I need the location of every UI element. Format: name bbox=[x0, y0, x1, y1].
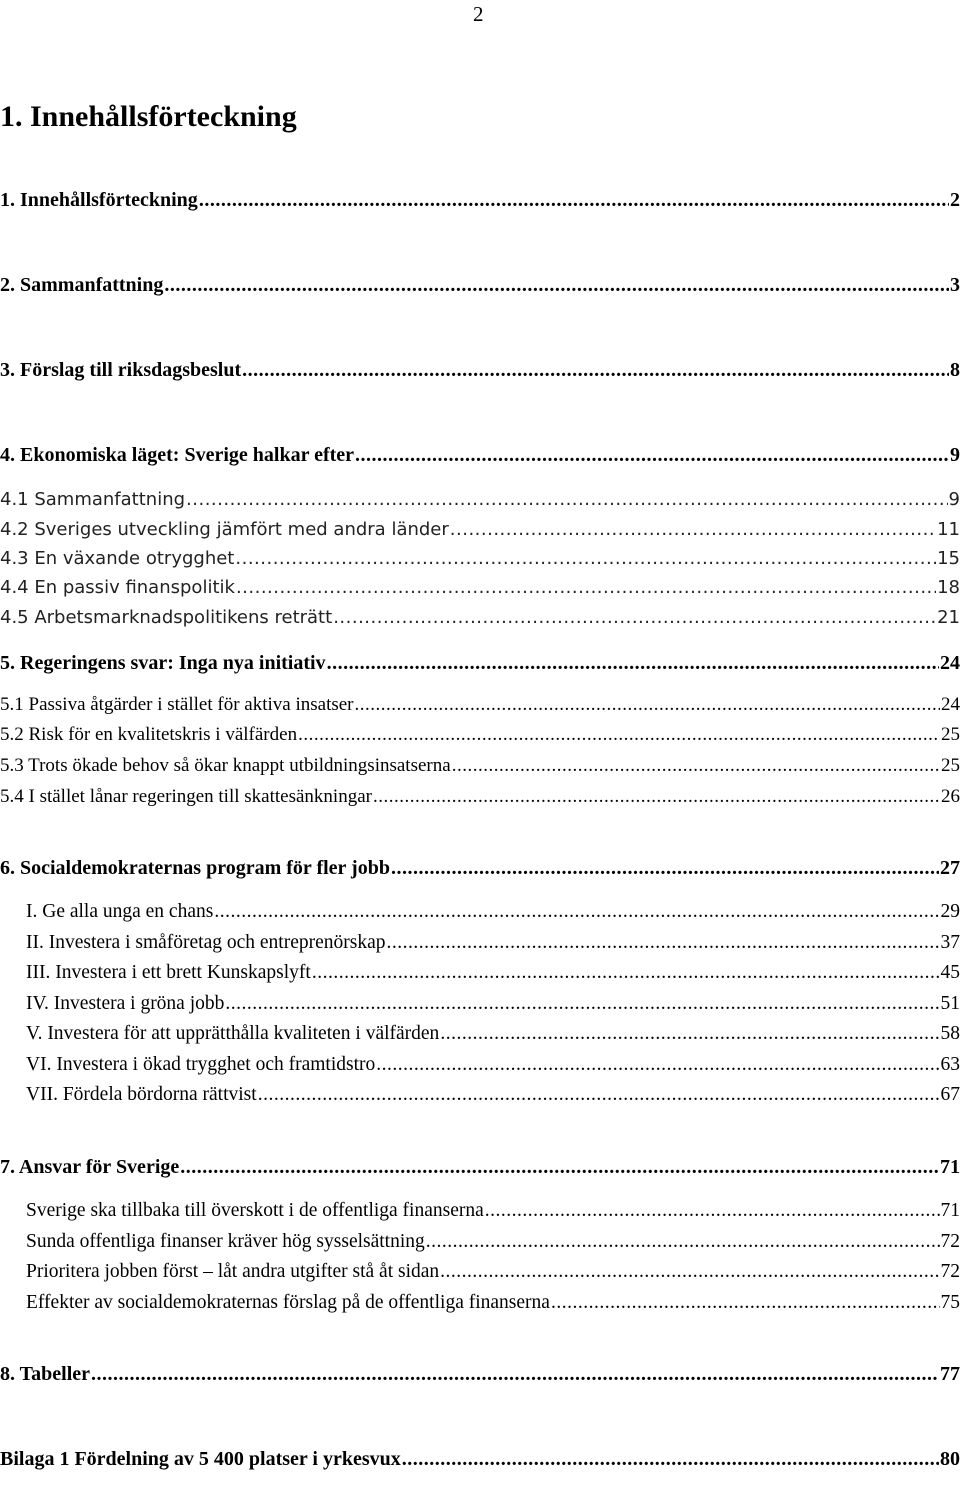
toc-entry-7[interactable]: 7. Ansvar för Sverige ..... 71 bbox=[0, 1155, 960, 1179]
toc-entry-7-4[interactable]: Effekter av socialdemokraternas förslag på de offentliga finanserna ..... 75 bbox=[26, 1291, 960, 1315]
page-number: 2 bbox=[473, 2, 484, 26]
dot-leader bbox=[333, 606, 936, 630]
toc-entry-4-4[interactable]: 4.4 En passiv finanspolitik ..... 18 bbox=[0, 576, 960, 600]
toc-entry-6-vii[interactable]: VII. Fördela bördorna rättvist ..... 67 bbox=[26, 1083, 960, 1107]
dot-leader bbox=[236, 576, 936, 600]
toc-entry-6-i[interactable]: I. Ge alla unga en chans ..... 29 bbox=[26, 900, 960, 924]
dot-leader bbox=[450, 518, 936, 542]
toc-entry-6-iv[interactable]: IV. Investera i gröna jobb ..... 51 bbox=[26, 992, 960, 1016]
dot-leader bbox=[485, 1199, 940, 1223]
toc-entry-7-2[interactable]: Sunda offentliga finanser kräver hög sysselsättning ..... 72 bbox=[26, 1230, 960, 1254]
dot-leader bbox=[180, 1155, 939, 1179]
dot-leader bbox=[391, 856, 939, 880]
toc-entry-6[interactable]: 6. Socialdemokraternas program för fler jobb ..... 27 bbox=[0, 856, 960, 880]
dot-leader bbox=[164, 273, 949, 297]
toc-entry-4-5[interactable]: 4.5 Arbetsmarknadspolitikens reträtt ..... 21 bbox=[0, 606, 960, 630]
dot-leader bbox=[242, 358, 949, 382]
dot-leader bbox=[235, 547, 936, 571]
toc-entry-4-1[interactable]: 4.1 Sammanfattning ..... 9 bbox=[0, 488, 960, 512]
dot-leader bbox=[298, 723, 940, 747]
toc-entry-6-iii[interactable]: III. Investera i ett brett Kunskapslyft ..... 45 bbox=[26, 961, 960, 985]
dot-leader bbox=[551, 1291, 940, 1315]
toc-entry-7-3[interactable]: Prioritera jobben först – låt andra utgifter stå åt sidan ..... 72 bbox=[26, 1260, 960, 1284]
dot-leader bbox=[225, 992, 939, 1016]
toc-entry-2[interactable]: 2. Sammanfattning ..... 3 bbox=[0, 273, 960, 297]
dot-leader bbox=[402, 1447, 939, 1471]
dot-leader bbox=[327, 651, 939, 675]
dot-leader bbox=[440, 1260, 939, 1284]
dot-leader bbox=[214, 900, 939, 924]
toc-entry-6-v[interactable]: V. Investera för att upprätthålla kvaliteten i välfärden ..... 58 bbox=[26, 1022, 960, 1046]
toc-entry-3[interactable]: 3. Förslag till riksdagsbeslut ..... 8 bbox=[0, 358, 960, 382]
dot-leader bbox=[312, 961, 940, 985]
page-title: 1. Innehållsförteckning bbox=[0, 100, 297, 133]
toc-entry-5-3[interactable]: 5.3 Trots ökade behov så ökar knappt utbildningsinsatserna ..... 25 bbox=[0, 754, 960, 778]
dot-leader bbox=[258, 1083, 940, 1107]
dot-leader bbox=[199, 188, 949, 212]
toc-entry-4[interactable]: 4. Ekonomiska läget: Sverige halkar efter ..... 9 bbox=[0, 443, 960, 467]
toc-entry-5-1[interactable]: 5.1 Passiva åtgärder i stället för aktiva insatser ..... 24 bbox=[0, 693, 960, 717]
toc-entry-bilaga-1[interactable]: Bilaga 1 Fördelning av 5 400 platser i yrkesvux ..... 80 bbox=[0, 1447, 960, 1471]
toc-entry-4-3[interactable]: 4.3 En växande otrygghet ..... 15 bbox=[0, 547, 960, 571]
toc-entry-5[interactable]: 5. Regeringens svar: Inga nya initiativ ..... 24 bbox=[0, 651, 960, 675]
dot-leader bbox=[91, 1362, 939, 1386]
dot-leader bbox=[426, 1230, 940, 1254]
toc-entry-6-vi[interactable]: VI. Investera i ökad trygghet och framtidstro ..... 63 bbox=[26, 1053, 960, 1077]
toc-entry-8[interactable]: 8. Tabeller ..... 77 bbox=[0, 1362, 960, 1386]
toc-entry-5-4[interactable]: 5.4 I stället lånar regeringen till skattesänkningar ..... 26 bbox=[0, 785, 960, 809]
dot-leader bbox=[186, 488, 948, 512]
dot-leader bbox=[355, 693, 940, 717]
dot-leader bbox=[452, 754, 940, 778]
dot-leader bbox=[373, 785, 940, 809]
dot-leader bbox=[355, 443, 949, 467]
toc-entry-7-1[interactable]: Sverige ska tillbaka till överskott i de offentliga finanserna ..... 71 bbox=[26, 1199, 960, 1223]
dot-leader bbox=[387, 931, 940, 955]
toc-entry-1[interactable]: 1. Innehållsförteckning ..... 2 bbox=[0, 188, 960, 212]
toc-entry-6-ii[interactable]: II. Investera i småföretag och entreprenörskap ..... 37 bbox=[26, 931, 960, 955]
toc-entry-5-2[interactable]: 5.2 Risk för en kvalitetskris i välfärden ..... 25 bbox=[0, 723, 960, 747]
dot-leader bbox=[376, 1053, 939, 1077]
dot-leader bbox=[440, 1022, 939, 1046]
toc-entry-4-2[interactable]: 4.2 Sveriges utveckling jämfört med andra länder ..... 11 bbox=[0, 518, 960, 542]
